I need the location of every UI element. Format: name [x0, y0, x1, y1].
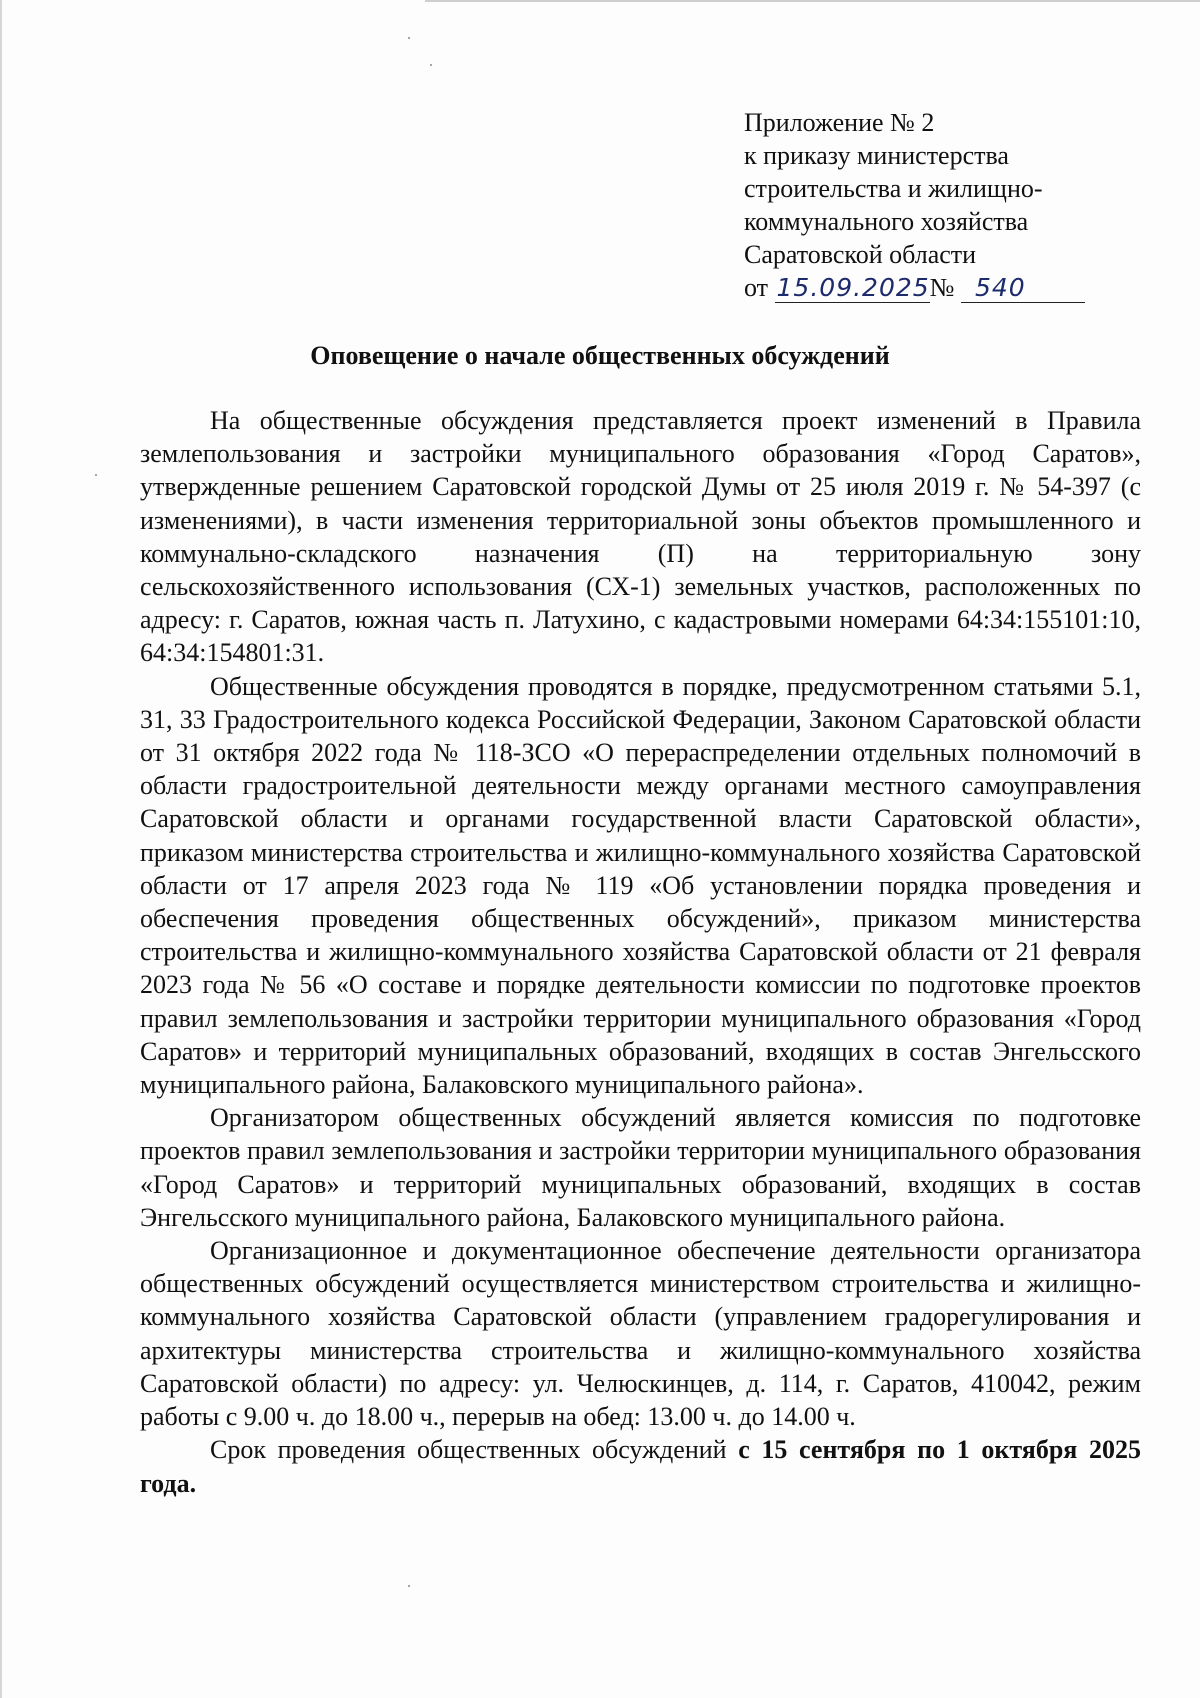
term-dates: с 15 сентября по 1 октября 2025 года. [140, 1435, 1142, 1498]
scan-edge-left [0, 0, 2, 1698]
appendix-ministry-line1: строительства и жилищно- [744, 174, 1043, 203]
appendix-ministry-line2: коммунального хозяйства [744, 207, 1029, 236]
date-prefix: от [744, 273, 769, 302]
scan-speck [408, 1585, 410, 1587]
paragraph-project: На общественные обсуждения представляется проект изменений в Правила землепользования и застройки муниципального образования «Город Саратов», утвержденные решением Саратовской городской Думы от 25 июля 2019 г. № 54-397 (с изменениями), в части изменения территориальной зоны объектов промышленного и коммунально-складского назначения (П) на территориальную зону сельскохозяйственного использования (СХ-1) земельных участков, расположенных по адресу: г. Саратов, южная часть п. Латухино, с кадастровыми номерами 64:34:155101:10, 64:34:154801:31. [140, 406, 1141, 668]
paragraph-organizer: Организатором общественных обсуждений является комиссия по подготовке проектов правил землепользования и застройки территории муниципального образования «Город Саратов» и территорий муниципальных образований, входящих в состав Энгельсского муниципального района, Балаковского муниципального района. [140, 1103, 1141, 1232]
scan-edge-top [425, 0, 1200, 2]
handwritten-date: 15.09.2025 [776, 273, 930, 302]
document-title: Оповещение о начале общественных обсуждений [310, 341, 890, 370]
scan-speck [95, 474, 97, 476]
document-body [140, 404, 1141, 1500]
appendix-date-row [744, 271, 1124, 304]
scan-speck [408, 37, 410, 39]
appendix-number: Приложение № 2 [744, 108, 935, 137]
appendix-order-ref: к приказу министерства [744, 141, 1009, 170]
appendix-region: Саратовской области [744, 240, 977, 269]
scan-speck [430, 64, 432, 66]
handwritten-order-number: 540 [961, 274, 1085, 303]
paragraph-legal-basis: Общественные обсуждения проводятся в порядке, предусмотренном статьями 5.1, 31, 33 Градостроительного кодекса Российской Федерации, Законом Саратовской области от 31 октября 2022 года № 118-ЗСО «О перераспределении отдельных полномочий в области градостроительной деятельности между органами местного самоуправления Саратовской области и органами государственной власти Саратовской области», приказом министерства строительства и жилищно-коммунального хозяйства Саратовской области от 17 апреля 2023 года № 119 «Об установлении порядка проведения и обеспечения проведения общественных обсуждений», приказом министерства строительства и жилищно-коммунального хозяйства Саратовской области от 21 февраля 2023 года № 56 «О составе и порядке деятельности комиссии по подготовке проектов правил землепользования и застройки территории муниципального образования «Город Саратов» и территорий муниципальных образований, входящих в состав Энгельсского муниципального района, Балаковского муниципального района». [140, 671, 1141, 1100]
term-lead-text: Срок проведения общественных обсуждений [210, 1435, 727, 1465]
paragraph-term [140, 1433, 1141, 1499]
number-sign: № [929, 273, 955, 302]
appendix-block [744, 106, 1124, 304]
paragraph-support: Организационное и документационное обеспечение деятельности организатора общественных обсуждений осуществляется министерством строительства и жилищно-коммунального хозяйства Саратовской области (управлением градорегулирования и архитектуры министерства строительства и жилищно-коммунального хозяйства Саратовской области) по адресу: ул. Челюскинцев, д. 114, г. Саратов, 410042, режим работы с 9.00 ч. до 18.00 ч., перерыв на обед: 13.00 ч. до 14.00 ч. [140, 1236, 1141, 1432]
